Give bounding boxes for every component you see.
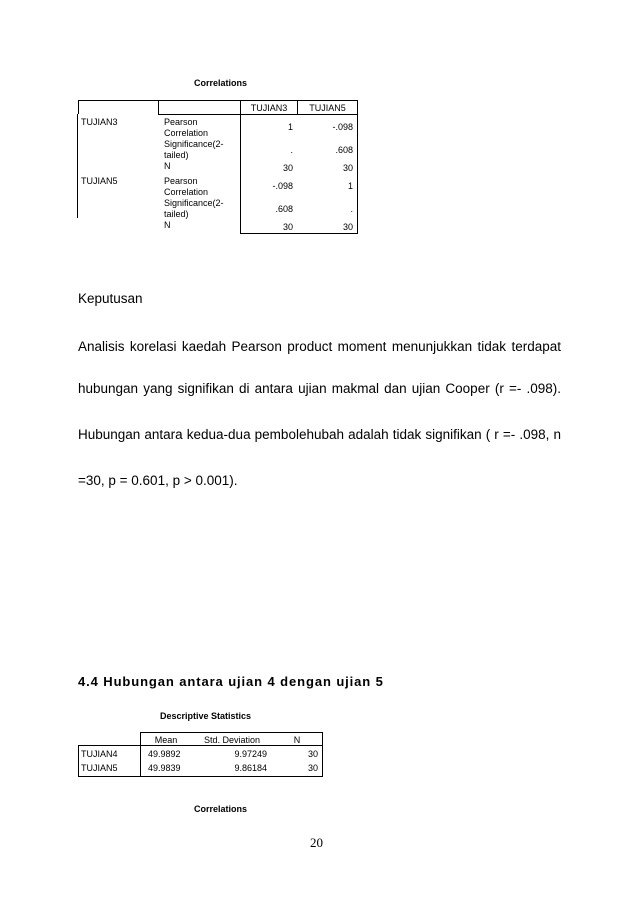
stat-label: Correlation xyxy=(164,187,209,197)
stat-label: Significance(2- xyxy=(164,198,224,208)
stat-label: tailed) xyxy=(164,150,189,160)
column-header-mean: Mean xyxy=(154,735,178,745)
row-label-tujian3: TUJIAN3 xyxy=(81,117,118,127)
section-heading: 4.4 Hubungan antara ujian 4 dengan ujian 5 xyxy=(78,674,384,689)
column-header-tujian3: TUJIAN3 xyxy=(250,103,288,113)
table-cell: 9.97249 xyxy=(234,749,267,759)
table-cell: 1 xyxy=(347,181,353,191)
stat-label: Significance(2- xyxy=(164,139,224,149)
stat-label: Pearson xyxy=(164,176,198,186)
table-cell: 49.9839 xyxy=(148,763,181,773)
column-header-tujian5: TUJIAN5 xyxy=(309,103,346,113)
table-cell: 30 xyxy=(342,222,353,232)
table-cell: 49.9892 xyxy=(148,749,181,759)
table-cell: . xyxy=(290,145,293,155)
table-cell: . xyxy=(350,204,353,214)
table-cell: 30 xyxy=(282,222,293,232)
table-cell: 30 xyxy=(342,163,353,173)
correlations-table-title: Correlations xyxy=(194,78,248,88)
stat-label: N xyxy=(164,220,171,230)
table-cell: 9.86184 xyxy=(234,763,267,773)
paragraph-line: =30, p = 0.601, p > 0.001). xyxy=(78,473,238,488)
row-label-tujian4: TUJIAN4 xyxy=(81,749,118,759)
column-header-n: N xyxy=(293,735,301,745)
table-cell: .608 xyxy=(275,204,293,214)
table-cell: -.098 xyxy=(332,122,353,132)
table-cell: .608 xyxy=(335,145,353,155)
paragraph-line: hubungan yang signifikan di antara ujian makmal dan ujian Cooper (r =- .098). xyxy=(78,381,561,396)
stat-label: Correlation xyxy=(164,128,209,138)
correlations-table-2-title: Correlations xyxy=(194,804,248,814)
keputusan-heading: Keputusan xyxy=(78,291,143,306)
stat-label: N xyxy=(164,161,171,171)
column-header-std-deviation: Std. Deviation xyxy=(203,735,261,745)
table-cell: -.098 xyxy=(272,181,293,191)
table-cell: 30 xyxy=(282,163,293,173)
paragraph-line: Analisis korelasi kaedah Pearson product moment menunjukkan tidak terdapat xyxy=(78,339,561,354)
table-cell: 30 xyxy=(307,749,318,759)
stat-label: tailed) xyxy=(164,209,189,219)
correlations-table xyxy=(0,0,638,240)
descriptive-statistics-title: Descriptive Statistics xyxy=(160,711,252,721)
page-number: 20 xyxy=(310,835,323,850)
table-cell: 30 xyxy=(307,763,318,773)
stat-label: Pearson xyxy=(164,117,198,127)
row-label-tujian5: TUJIAN5 xyxy=(81,176,118,186)
table-cell: 1 xyxy=(287,122,293,132)
paragraph-line: Hubungan antara kedua-dua pembolehubah adalah tidak signifikan ( r =- .098, n xyxy=(78,427,561,442)
row-label-tujian5: TUJIAN5 xyxy=(81,763,118,773)
